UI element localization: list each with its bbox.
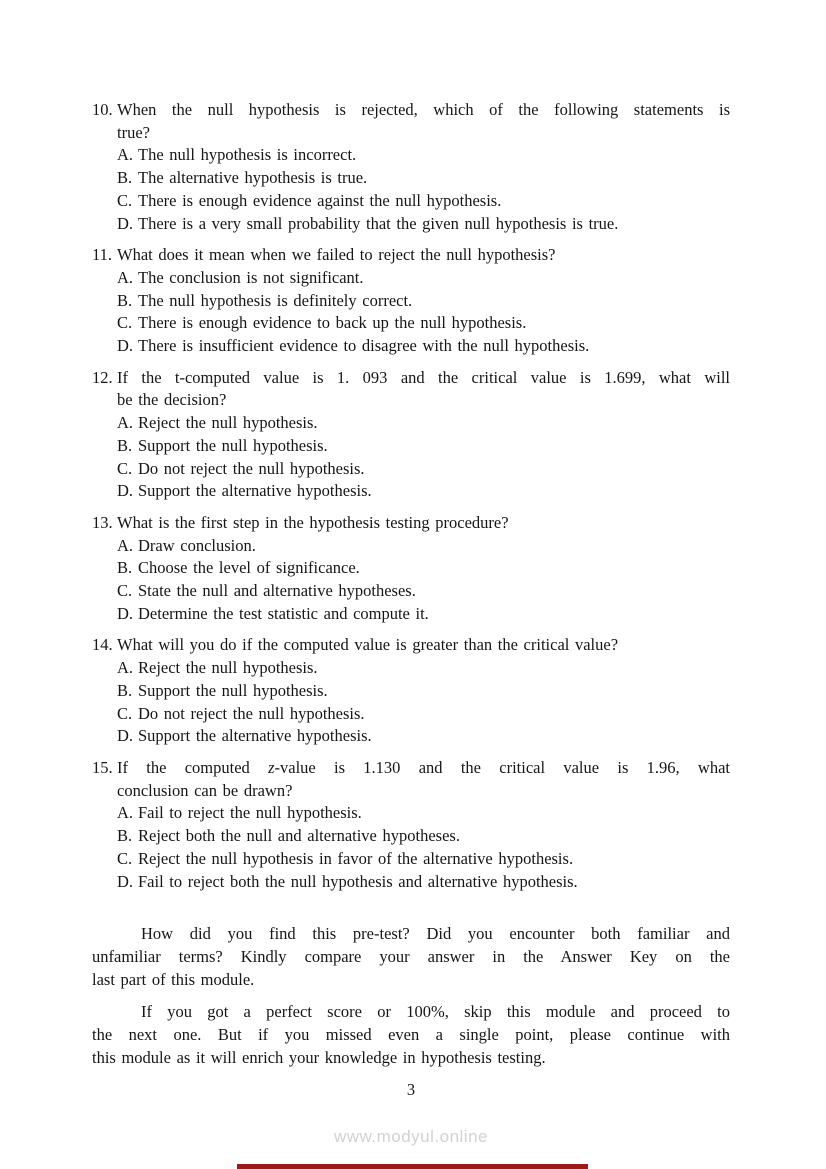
option-item — [117, 703, 730, 726]
question-number: 13. — [92, 512, 113, 532]
option-text: Do not reject the null hypothesis. — [138, 703, 365, 723]
option-letter: C. — [117, 848, 133, 868]
question-number: 10. — [92, 100, 113, 119]
question-row — [92, 512, 730, 626]
option-item — [117, 557, 730, 580]
question-item — [92, 99, 730, 235]
option-text: Choose the level of significance. — [138, 558, 360, 578]
option-item — [117, 190, 730, 213]
option-item — [117, 725, 730, 748]
option-text: Reject the null hypothesis in favor of the alternative hypothesis. — [138, 848, 574, 868]
option-text: Support the null hypothesis. — [138, 435, 328, 455]
option-item — [117, 435, 730, 458]
option-letter: D. — [117, 603, 134, 623]
option-letter: C. — [117, 313, 133, 333]
option-text: Fail to reject both the null hypothesis and alternative hypothesis. — [138, 871, 578, 891]
paragraph-line: If you got a perfect score or 100%, skip this module and proceed to — [141, 1002, 730, 1022]
question-body — [117, 634, 730, 748]
option-text: Reject both the null and alternative hypotheses. — [138, 826, 460, 846]
option-item — [117, 213, 730, 236]
option-letter: B. — [117, 435, 133, 455]
option-text: Support the null hypothesis. — [138, 680, 328, 700]
option-item — [117, 167, 730, 190]
question-text-line: What does it mean when we failed to reject the null hypothesis? — [117, 245, 556, 265]
question-text-line: true? — [117, 122, 150, 142]
question-item — [92, 757, 730, 893]
option-text: Reject the null hypothesis. — [138, 413, 318, 433]
option-letter: A. — [117, 535, 134, 555]
option-text: The conclusion is not significant. — [138, 267, 364, 287]
option-letter: D. — [117, 481, 134, 501]
closing-paragraph — [92, 1001, 730, 1069]
watermark-text: www.modyul.online — [333, 1127, 488, 1147]
option-item — [117, 580, 730, 603]
question-body — [117, 244, 730, 358]
question-text-line: conclusion can be drawn? — [117, 780, 293, 800]
option-letter: A. — [117, 658, 134, 678]
question-body — [117, 367, 730, 503]
question-number: 14. — [92, 635, 113, 655]
option-text: The null hypothesis is definitely correct. — [138, 290, 413, 310]
page-number: 3 — [406, 1080, 416, 1100]
question-row — [92, 244, 730, 358]
option-letter: A. — [117, 803, 134, 823]
question-row — [92, 99, 730, 235]
paragraph-line: the next one. But if you missed even a single point, please continue with — [92, 1025, 730, 1045]
option-letter: D. — [117, 336, 134, 356]
question-row — [92, 757, 730, 893]
question-body — [117, 757, 730, 893]
option-item — [117, 680, 730, 703]
question-text-line: When the null hypothesis is rejected, which of the following statements is — [117, 100, 730, 119]
option-item — [117, 825, 730, 848]
option-item — [117, 458, 730, 481]
option-item — [117, 535, 730, 558]
option-text: State the null and alternative hypotheses. — [138, 581, 416, 601]
option-letter: D. — [117, 213, 134, 233]
option-item — [117, 802, 730, 825]
option-item — [117, 312, 730, 335]
option-letter: C. — [117, 190, 133, 210]
option-letter: C. — [117, 703, 133, 723]
question-body — [117, 512, 730, 626]
option-text: Determine the test statistic and compute it. — [138, 603, 429, 623]
text-run: If the computed — [117, 757, 269, 777]
option-letter: B. — [117, 168, 133, 188]
option-letter: B. — [117, 290, 133, 310]
option-item — [117, 412, 730, 435]
closing-paragraphs-section — [92, 923, 730, 1069]
question-number: 11. — [92, 245, 113, 265]
option-letter: A. — [117, 145, 134, 165]
question-number: 15. — [92, 757, 113, 777]
paragraph-line: this module as it will enrich your knowledge in hypothesis testing. — [92, 1047, 546, 1067]
option-text: The null hypothesis is incorrect. — [138, 145, 357, 165]
option-item — [117, 290, 730, 313]
option-text: Draw conclusion. — [138, 535, 256, 555]
pretest-questions-section — [92, 99, 730, 893]
option-text: Fail to reject the null hypothesis. — [138, 803, 362, 823]
question-item — [92, 244, 730, 358]
option-letter: D. — [117, 726, 134, 746]
option-letter: C. — [117, 581, 133, 601]
option-letter: B. — [117, 680, 133, 700]
page-content — [92, 99, 730, 1149]
option-letter: C. — [117, 458, 133, 478]
question-text-line: If the t-computed value is 1. 093 and the critical value is 1.699, what will — [117, 367, 730, 387]
option-letter: A. — [117, 413, 134, 433]
option-letter: D. — [117, 871, 134, 891]
option-item — [117, 480, 730, 503]
option-text: Do not reject the null hypothesis. — [138, 458, 365, 478]
option-letter: B. — [117, 826, 133, 846]
option-text: Reject the null hypothesis. — [138, 658, 318, 678]
text-run: -value is 1.130 and the critical value is 1.96, what — [274, 757, 731, 777]
option-text: There is insufficient evidence to disagree with the null hypothesis. — [138, 336, 590, 356]
question-item — [92, 634, 730, 748]
italic-text-run: z — [268, 757, 275, 777]
question-item — [92, 512, 730, 626]
question-text-line — [117, 757, 730, 780]
question-row — [92, 367, 730, 503]
paragraph-line: How did you find this pre-test? Did you encounter both familiar and — [141, 924, 730, 944]
question-text-line: What is the first step in the hypothesis testing procedure? — [117, 512, 509, 532]
option-text: Support the alternative hypothesis. — [138, 481, 372, 501]
footer-accent-bar — [237, 1164, 588, 1169]
option-item — [117, 848, 730, 871]
option-text: Support the alternative hypothesis. — [138, 726, 372, 746]
paragraph-line: unfamiliar terms? Kindly compare your answer in the Answer Key on the — [92, 946, 730, 966]
option-item — [117, 603, 730, 626]
option-letter: A. — [117, 267, 134, 287]
option-item — [117, 871, 730, 894]
option-text: There is enough evidence against the null hypothesis. — [138, 190, 502, 210]
option-text: There is enough evidence to back up the null hypothesis. — [138, 313, 527, 333]
option-text: There is a very small probability that the given null hypothesis is true. — [138, 213, 619, 233]
question-text-line: be the decision? — [117, 390, 227, 410]
option-text: The alternative hypothesis is true. — [138, 168, 368, 188]
closing-paragraph — [92, 923, 730, 991]
question-number: 12. — [92, 367, 113, 387]
paragraph-line: last part of this module. — [92, 969, 255, 989]
option-item — [117, 335, 730, 358]
question-body — [117, 99, 730, 235]
option-item — [117, 657, 730, 680]
option-item — [117, 267, 730, 290]
option-item — [117, 144, 730, 167]
question-item — [92, 367, 730, 503]
option-letter: B. — [117, 558, 133, 578]
question-row — [92, 634, 730, 748]
question-text-line: What will you do if the computed value is greater than the critical value? — [117, 635, 619, 655]
